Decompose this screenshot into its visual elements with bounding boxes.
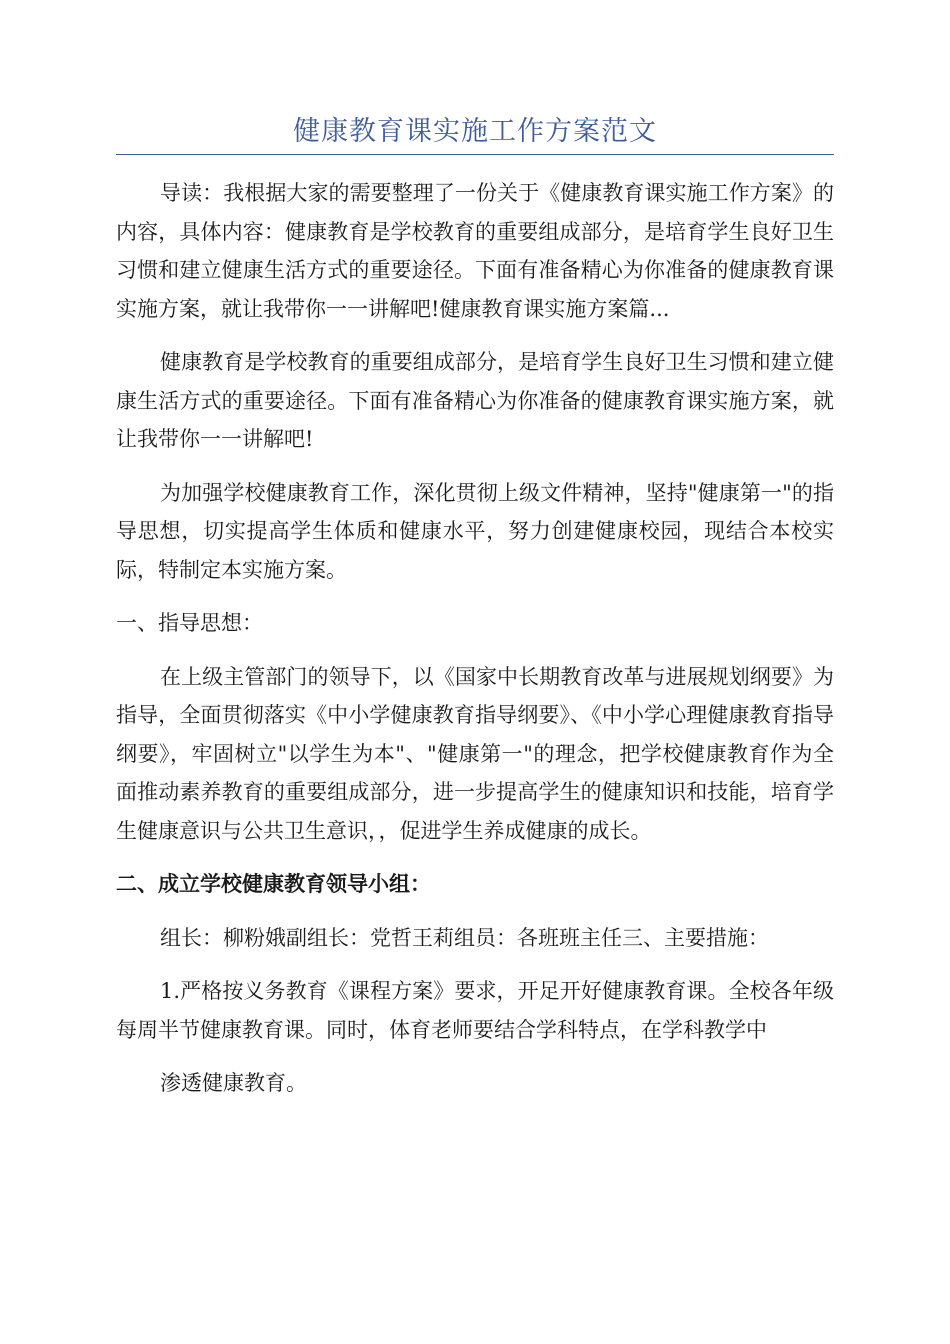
document-title: 健康教育课实施工作方案范文: [293, 116, 657, 147]
document-body: [116, 174, 834, 1118]
title-underline: [116, 154, 834, 155]
body-paragraph: 组长：柳粉娥副组长：党哲王莉组员：各班班主任三、主要措施：: [160, 925, 769, 950]
body-paragraph: 健康教育是学校教育的重要组成部分，是培育学生良好卫生习惯和建立健康生活方式的重要途径。下面有准备精心为你准备的健康教育课实施方案，就让我带你一一讲解吧!: [116, 350, 834, 451]
body-paragraph: 渗透健康教育。: [160, 1071, 307, 1095]
section-heading: 二、成立学校健康教育领导小组：: [116, 871, 431, 896]
section-heading: 一、指导思想：: [116, 611, 263, 635]
body-paragraph: 为加强学校健康教育工作，深化贯彻上级文件精神，坚持"健康第一"的指导思想，切实提高学生体质和健康水平，努力创建健康校园，现结合本校实际，特制定本实施方案。: [116, 480, 834, 582]
intro-paragraph: 导读：我根据大家的需要整理了一份关于《健康教育课实施工作方案》的内容，具体内容：健康教育是学校教育的重要组成部分，是培育学生良好卫生习惯和建立健康生活方式的重要途径。下面有准备精心为你准备的健康教育课实施方案，就让我带你一一讲解吧!健康教育课实施方案篇...: [116, 181, 834, 321]
body-paragraph: 1.严格按义务教育《课程方案》要求，开足开好健康教育课。全校各年级每周半节健康教育课。同时，体育老师要结合学科特点，在学科教学中: [116, 979, 834, 1042]
body-paragraph: 在上级主管部门的领导下，以《国家中长期教育改革与进展规划纲要》为指导，全面贯彻落实《中小学健康教育指导纲要》、《中小学心理健康教育指导纲要》，牢固树立"以学生为本"、"健康第一"的理念，把学校健康教育作为全面推动素养教育的重要组成部分，进一步提高学生的健康知识和技能，培育学生健康意识与公共卫生意识，，促进学生养成健康的成长。: [116, 664, 834, 843]
